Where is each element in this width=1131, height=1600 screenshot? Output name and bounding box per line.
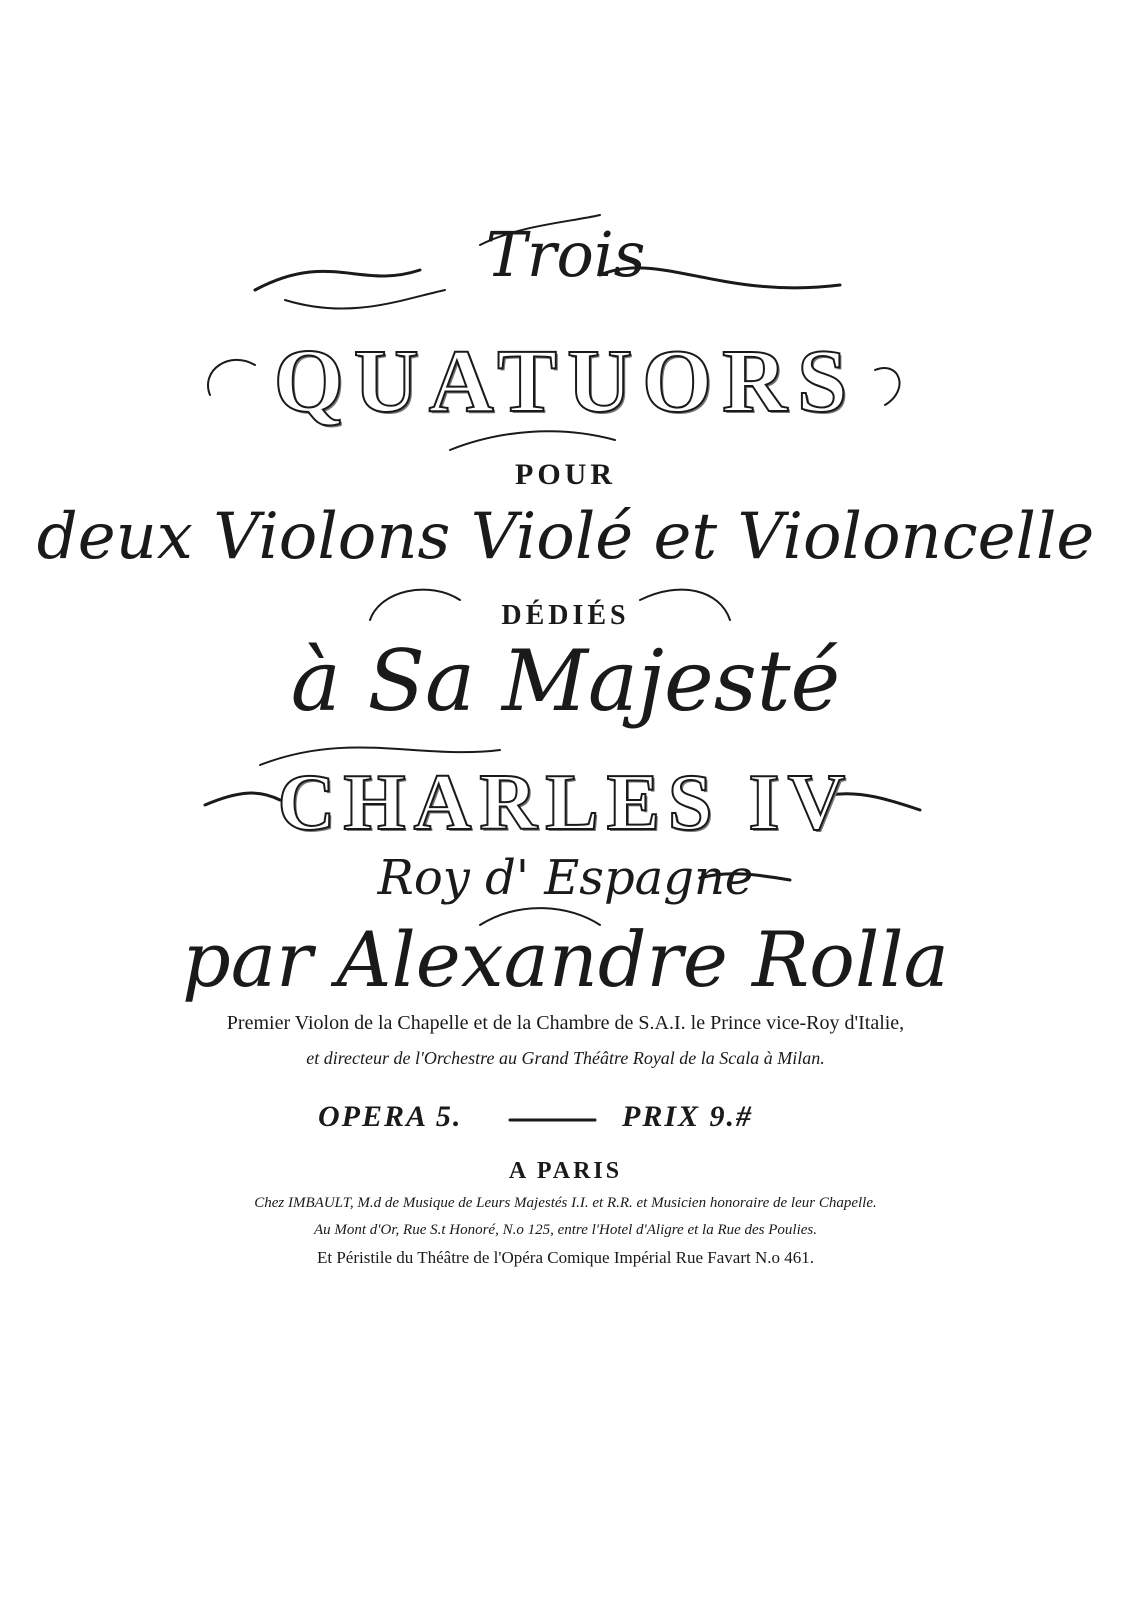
place-of-publication: A PARIS bbox=[508, 1158, 623, 1184]
publisher-line-2: Au Mont d'Or, Rue S.t Honoré, N.o 125, entre l'Hotel d'Aligre et la Rue des Poulies. bbox=[313, 1222, 818, 1238]
dedicatee-name: CHARLES IV bbox=[277, 759, 854, 847]
publisher-line-3: Et Péristile du Théâtre de l'Opéra Comique Impérial Rue Favart N.o 461. bbox=[316, 1248, 815, 1267]
word-dedies: DÉDIÉS bbox=[501, 600, 630, 631]
composer-name: par Alexandre Rolla bbox=[182, 915, 949, 1004]
flourish-pour-left bbox=[450, 431, 615, 450]
dedication: à Sa Majesté bbox=[290, 632, 841, 730]
price: PRIX 9.# bbox=[622, 1100, 754, 1133]
opera-number: OPERA 5. bbox=[318, 1100, 463, 1133]
composer-director: et directeur de l'Orchestre au Grand Théâtre Royal de la Scala à Milan. bbox=[306, 1048, 825, 1068]
instrumentation: deux Violons Violé et Violoncelle bbox=[36, 500, 1095, 574]
title-trois: Trois bbox=[485, 218, 646, 291]
dedicatee-title: Roy d' Espagne bbox=[377, 850, 754, 906]
word-pour: POUR bbox=[515, 458, 616, 491]
flourish-trois-left-2 bbox=[285, 290, 445, 309]
title-quatuors: QUATUORS bbox=[273, 332, 858, 431]
composer-position: Premier Violon de la Chapelle et de la Chambre de S.A.I. le Prince vice-Roy d'Italie, bbox=[226, 1012, 905, 1034]
publisher-line-1: Chez IMBAULT, M.d de Musique de Leurs Majestés I.I. et R.R. et Musicien honoraire de leur Chapelle. bbox=[254, 1195, 877, 1211]
